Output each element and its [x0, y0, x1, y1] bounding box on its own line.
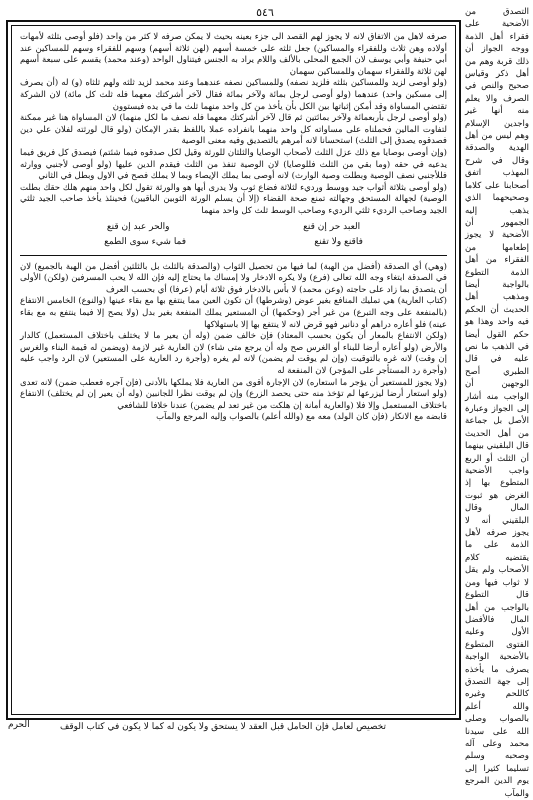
section-divider: [20, 255, 447, 256]
margin-commentary: [465, 6, 529, 799]
main-paragraph-4: (وإن أوصى بوصايا مع ذلك عزل الثلث لأصحاب الوصايا والثلثان للورثة وقيل لكل صدقوه فيما شئتم) فيصدق كل فريق فيما يدعيه في حقه (وما بقي من الثلث فللوصايا) لان الوصية تنفذ من الثلث فيقدم الدين عليها (ولو أوصى لأجنبي ووارثه فللأجنبي نصف الوصية وبطلت وصية الوارث) لانه أوصى بما يملك الإيصاء وبما لا يملك فصح في الاول وبطل في الثاني: [20, 147, 447, 182]
verse-hemistich: والحر عبد إن قنع: [106, 221, 170, 232]
main-paragraph-3: (ولو أوصى لرجل بأربعمائة ولآخر بمائتين ثم قال لآخر أشركتك معهما فله نصف ما لكل منهما) لان المساواة هنا غير ممكنة لتفاوت المالين فحملناه على مساواته كل واحد منهما بانفراده عملا باللفظ بقدر الإمكان (ولو قال لورثته لفلان علي دين فصدقوه يصدق إلى الثلث) استحسانا لانه أمرهم بالتصديق وفيه معنى الوصية: [20, 113, 447, 147]
verse-line-1: [40, 222, 427, 234]
main-paragraph-1: صرفه لاهل من الاتفاق لانه لا يجوز لهم القصد الى جزء بعينه بحيث لا يمكن صرفه لا كثر من واحد (فلو أوصى بثلثه لأمهات أولاده وهن ثلاث وللفقراء والمساكين) جعل ثلثه على خمسة أسهم (لهن ثلاثة أسهم) وسهم للفقراء وسهم للمساكين عند أبي حنيفة وأبي يوسف لان الجمع المحلى بالألف واللام يراد به الجنس فيتناول الواحد (وعند محمد) يقسم على سبعة أسهم لهن ثلاثة وللفقراء سهمان وللمساكين سهمان: [20, 32, 447, 77]
main-paragraph-5: (ولو أوصى بثلاثة أثواب جيد ووسط ورديء لثلاثة فضاع ثوب ولا يدرى أيها هو والورثة تقول لكل واحد منهم هلك حقك بطلت الوصية) لجهالة المستحق وجهالته تمنع صحة القضاء (إلا أن يسلم الورثة الثوبين الباقيين) فحينئذ يأخذ صاحب الجيد ثلثي الجيد وصاحب الرديء ثلثي الرديء وصاحب الوسط ثلث كل واحد منهما: [20, 182, 447, 216]
verse-line-2: [40, 237, 427, 249]
page-number: ٥٤٦: [256, 6, 274, 19]
main-last-line: قابضه مع الانكار (فإن كان الولد) معه مع (والله أعلم) بالصواب وإليه المرجع والمآب: [156, 412, 447, 423]
verse-hemistich: العبد حر إن قنع: [303, 221, 361, 232]
main-text-frame: [6, 20, 461, 720]
main-paragraph-8: (ولكن الانتفاع بالمعار أن يكون بحسب المعتاد) فإن خالف ضمن (وله أن يعير ما لا يختلف باختلاف المستعمل) كالدار والأرض (ولو أعاره أرضا للبناء أو الغرس صح وله أن يرجع متى شاء) لان العارية غير لازمة (ويضمن له قيمة البناء والغرس إن وقت) لانه غره بالتوقيت (وإن لم يوقت لم يضمن) لانه لم يغره (وأجرة رد العارية على المستعير) لان الرد واجب عليه (وأجرة رد المستأجر على المؤجر) لان المنفعة له: [20, 331, 447, 377]
verse-hemistich: فاقنع ولا تقنع: [314, 237, 363, 248]
main-paragraph-2: (ولو أوصى لزيد وللمساكين بثلثه فلزيد نصفه) وللمساكين نصفه عندهما وعند محمد لزيد ثلثه ولهم ثلثاه (و) له (أن يصرف إلى مسكين واحد) عندهما (ولو أوصى لرجل بمائة ولآخر بمائة فقال لآخر أشركتك معهما فله ثلث كل مائة) لان الشركة تقتضي المساواة وقد أمكن إثباتها بين الكل بأن يأخذ من كل واحد منهما ثلث ما في يده فيستوون: [20, 78, 447, 112]
footer-line: تخصيص لعامل فإن الحامل قبل العقد لا يستحق ولا يكون له كما لا يكون في كتاب الوقف: [60, 722, 386, 732]
verse-hemistich: فما شيء سوى الطمع: [104, 237, 187, 248]
margin-text: التصدق من الأضحية على فقراء أهل الذمة ووجه الجواز أن ذلك قربة وهم من أهل ذكر وقياس صحيح والنص في الصرف والا يعلم منه أنها غير واجدين الإسلام وهم ليس من أهل الهدية والصدقة وقال في شرح المهذب اتفق أصحابنا على كلاما وصحيحهما الذي يذهب إليه الجمهور أن الأضحية لا يجوز إطعامها من الفقراء من أهل الذمة التطوع بالواجبة أيضا ومذهب أهل الحديث أن الحكم فيه واحد وهذا هو حكم القول أيضا في الذهب ما نص عليه في قال الطبري أصح الوجهين أن الواجب منه أشار إلى الجواز وعبارة الأصل بل جماعة من أهل الحديث قال البلقيني بينهما أن الثلث أو الربع واجب الأضحية المتطوع بها إذ الغرض هو ثبوت المال وقال البلقيني أنه لا يجوز صرفه لأهل الذمة على ما يقتضيه كلام الأصحاب ولم يقل لا ثواب فيها ومن قال التطوع بالواجب من أهل المال فالأفضل الأول وعليه الفتوى المتطوع بالأضحية الواجبة يصرف ما يأخذه إلى جهة التصدق كاللحم وغيره والله أعلم بالصواب وصلى الله على سيدنا محمد وعلى آله وصحبه وسلم تسليما كثيرا إلى يوم الدين المرجع والمآب: [465, 7, 529, 799]
main-paragraph-9: (ولا يجوز للمستعير أن يؤجر ما استعاره) لان الإجارة أقوى من العارية فلا يملكها بالأدنى (فإن آجره فعطب ضمن) لانه تعدى (ولو استعار أرضا ليزرعها لم تؤخذ منه حتى يحصد الزرع) وإن لم يوقت نظرا للجانبين (وله أن يعير إن لم يختلف) الانتفاع باختلاف المستعمل وإلا فلا (والعارية أمانة إن هلكت من غير تعد لم يضمن) عندنا خلافا للشافعي: [20, 377, 447, 411]
main-paragraph-7: (كتاب العارية) هي تمليك المنافع بغير عوض (وشرطها) أن تكون العين مما ينتفع بها مع بقاء عينها (والنوع) الخامس الانتفاع (بالمنفعة على وجه التبرع) من غير أجر (وحكمها) أن المستعير يملك المنفعة بغير بدل (ولا يصح إلا فيما ينتفع به مع بقاء عينه) فلو أعاره دراهم أو دنانير فهو قرض لانه لا ينتفع بها إلا باستهلاكها: [20, 296, 447, 330]
main-text-body: [8, 22, 459, 708]
main-paragraph-6: (وهي) أي الصدقة (أفضل من الهبة) لما فيها من تحصيل الثواب (والصدقة بالثلث بل بالثلثين أفضل من الهبة بالجميع) لان في الصدقة ابتغاء وجه الله تعالى (فرع) ولا يكره الادخار ولا إمساك ما يحتاج إليه فإن الله لا يحب المسرفين (ولكن) الأولى أن يتصدق بما زاد على حاجته (وعن محمد) لا بأس بالادخار فوق ثلاثة أيام (عرفا) أي بحسب العرف: [20, 261, 447, 295]
catchword-text: الحرم: [8, 720, 30, 730]
